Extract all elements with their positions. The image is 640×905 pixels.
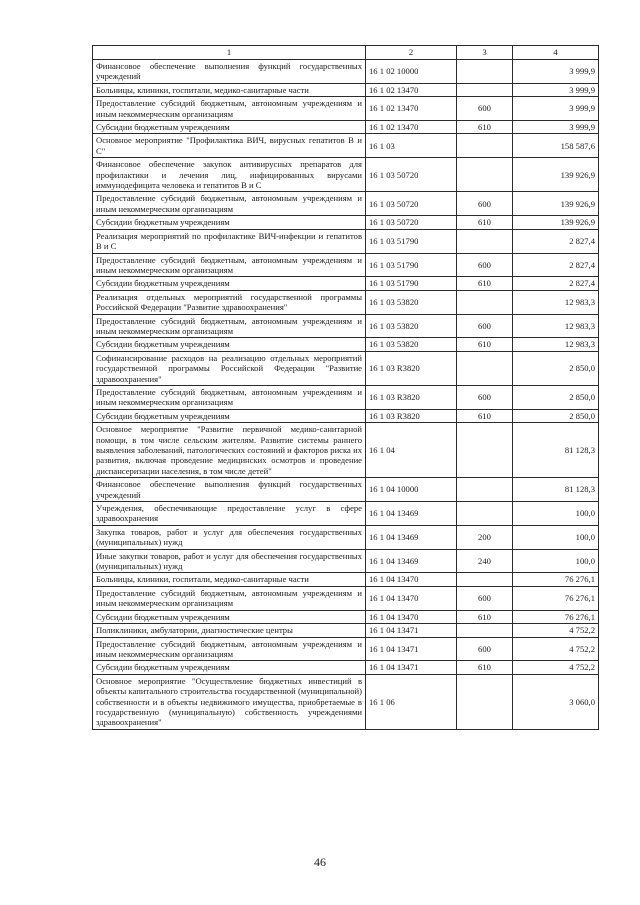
row-type-cell: 600 <box>457 385 513 409</box>
row-code-cell: 16 1 02 10000 <box>366 60 457 84</box>
row-name-cell: Субсидии бюджетным учреждениям <box>93 216 366 229</box>
row-type-cell: 610 <box>457 277 513 290</box>
row-type-cell: 200 <box>457 525 513 549</box>
row-type-cell: 610 <box>457 121 513 134</box>
row-type-cell <box>457 229 513 253</box>
page-number: 46 <box>314 855 326 869</box>
row-name-cell: Предоставление субсидий бюджетным, автономным учреждениям и иным некоммерческим организациям <box>93 192 366 216</box>
row-name-cell: Предоставление субсидий бюджетным, автономным учреждениям и иным некоммерческим организациям <box>93 586 366 610</box>
row-type-cell <box>457 478 513 502</box>
table-row <box>93 661 599 674</box>
row-sum-cell: 12 983,3 <box>513 338 599 351</box>
row-type-cell: 610 <box>457 409 513 422</box>
row-name-cell: Субсидии бюджетным учреждениям <box>93 610 366 623</box>
row-sum-cell: 158 587,6 <box>513 134 599 158</box>
row-code-cell: 16 1 03 51790 <box>366 253 457 277</box>
table-row <box>93 314 599 338</box>
row-sum-cell: 81 128,3 <box>513 478 599 502</box>
row-code-cell: 16 1 04 13469 <box>366 525 457 549</box>
row-name-cell: Реализация мероприятий по профилактике ВИЧ-инфекции и гепатитов В и С <box>93 229 366 253</box>
row-sum-cell: 139 926,9 <box>513 192 599 216</box>
row-code-cell: 16 1 03 R3820 <box>366 385 457 409</box>
row-code-cell: 16 1 03 51790 <box>366 229 457 253</box>
row-sum-cell: 2 850,0 <box>513 409 599 422</box>
row-code-cell: 16 1 04 13469 <box>366 549 457 573</box>
row-name-cell: Субсидии бюджетным учреждениям <box>93 338 366 351</box>
row-code-cell: 16 1 03 50720 <box>366 192 457 216</box>
row-sum-cell: 100,0 <box>513 502 599 526</box>
row-name-cell: Субсидии бюджетным учреждениям <box>93 121 366 134</box>
row-name-cell: Основное мероприятие "Осуществление бюджетных инвестиций в объекты капитального строительства государственной (муниципальной) собственности и в объекты недвижимого имущества, приобретаемые в государственную (муниципальную) собственность учреждениями здравоохранения" <box>93 674 366 729</box>
table-row <box>93 624 599 637</box>
row-name-cell: Предоставление субсидий бюджетным, автономным учреждениям и иным некоммерческим организациям <box>93 314 366 338</box>
row-code-cell: 16 1 04 13470 <box>366 573 457 586</box>
table-row <box>93 610 599 623</box>
row-code-cell: 16 1 04 10000 <box>366 478 457 502</box>
row-name-cell: Предоставление субсидий бюджетным, автономным учреждениям и иным некоммерческим организациям <box>93 253 366 277</box>
table-header-row <box>93 46 599 60</box>
table-row <box>93 423 599 478</box>
row-sum-cell: 139 926,9 <box>513 216 599 229</box>
row-sum-cell: 4 752,2 <box>513 624 599 637</box>
row-type-cell <box>457 60 513 84</box>
header-col-3: 3 <box>457 46 513 60</box>
table-row <box>93 573 599 586</box>
row-name-cell: Учреждения, обеспечивающие предоставление услуг в сфере здравоохранения <box>93 502 366 526</box>
row-name-cell: Субсидии бюджетным учреждениям <box>93 661 366 674</box>
row-sum-cell: 2 827,4 <box>513 277 599 290</box>
row-sum-cell: 81 128,3 <box>513 423 599 478</box>
row-name-cell: Предоставление субсидий бюджетным, автономным учреждениям и иным некоммерческим организациям <box>93 637 366 661</box>
row-code-cell: 16 1 04 13470 <box>366 610 457 623</box>
table-row <box>93 192 599 216</box>
row-type-cell: 600 <box>457 586 513 610</box>
row-type-cell <box>457 351 513 385</box>
row-type-cell <box>457 423 513 478</box>
row-sum-cell: 100,0 <box>513 525 599 549</box>
row-name-cell: Больницы, клиники, госпитали, медико-санитарные части <box>93 83 366 96</box>
row-name-cell: Основное мероприятие "Развитие первичной медико-санитарной помощи, в том числе сельским жителям. Развитие системы раннего выявления заболеваний, патологических состояний и факторов риска их развития, включая проведение медицинских осмотров и проведение диспансеризации населения, в том числе детей" <box>93 423 366 478</box>
table-row <box>93 674 599 729</box>
row-name-cell: Больницы, клиники, госпитали, медико-санитарные части <box>93 573 366 586</box>
table-row <box>93 121 599 134</box>
header-col-4: 4 <box>513 46 599 60</box>
row-sum-cell: 76 276,1 <box>513 586 599 610</box>
header-col-1: 1 <box>93 46 366 60</box>
row-code-cell: 16 1 03 50720 <box>366 158 457 192</box>
table-row <box>93 253 599 277</box>
row-code-cell: 16 1 06 <box>366 674 457 729</box>
row-name-cell: Субсидии бюджетным учреждениям <box>93 277 366 290</box>
table-row <box>93 290 599 314</box>
budget-table <box>92 45 599 730</box>
row-type-cell: 600 <box>457 637 513 661</box>
row-code-cell: 16 1 03 53820 <box>366 338 457 351</box>
table-row <box>93 385 599 409</box>
row-type-cell <box>457 290 513 314</box>
row-code-cell: 16 1 02 13470 <box>366 121 457 134</box>
row-sum-cell: 2 850,0 <box>513 385 599 409</box>
row-type-cell: 610 <box>457 661 513 674</box>
table-row <box>93 277 599 290</box>
row-sum-cell: 2 827,4 <box>513 229 599 253</box>
row-code-cell: 16 1 04 <box>366 423 457 478</box>
row-type-cell <box>457 624 513 637</box>
row-name-cell: Предоставление субсидий бюджетным, автономным учреждениям и иным некоммерческим организациям <box>93 385 366 409</box>
row-sum-cell: 2 827,4 <box>513 253 599 277</box>
row-name-cell: Финансовое обеспечение выполнения функций государственных учреждений <box>93 60 366 84</box>
table-row <box>93 134 599 158</box>
row-sum-cell: 76 276,1 <box>513 610 599 623</box>
row-code-cell: 16 1 03 53820 <box>366 314 457 338</box>
row-code-cell: 16 1 04 13470 <box>366 586 457 610</box>
row-sum-cell: 100,0 <box>513 549 599 573</box>
table-row <box>93 158 599 192</box>
row-code-cell: 16 1 04 13469 <box>366 502 457 526</box>
row-name-cell: Реализация отдельных мероприятий государственной программы Российской Федерации "Развитие здравоохранения" <box>93 290 366 314</box>
row-name-cell: Поликлиники, амбулатории, диагностические центры <box>93 624 366 637</box>
row-sum-cell: 139 926,9 <box>513 158 599 192</box>
row-name-cell: Субсидии бюджетным учреждениям <box>93 409 366 422</box>
header-col-2: 2 <box>366 46 457 60</box>
row-code-cell: 16 1 02 13470 <box>366 83 457 96</box>
row-type-cell <box>457 573 513 586</box>
row-type-cell: 600 <box>457 314 513 338</box>
row-type-cell <box>457 674 513 729</box>
row-sum-cell: 4 752,2 <box>513 661 599 674</box>
table-row <box>93 637 599 661</box>
row-type-cell <box>457 502 513 526</box>
table-row <box>93 338 599 351</box>
row-type-cell <box>457 83 513 96</box>
row-type-cell: 600 <box>457 97 513 121</box>
row-name-cell: Иные закупки товаров, работ и услуг для обеспечения государственных (муниципальных) нужд <box>93 549 366 573</box>
table-row <box>93 502 599 526</box>
row-sum-cell: 3 999,9 <box>513 121 599 134</box>
table-row <box>93 409 599 422</box>
table-row <box>93 229 599 253</box>
row-code-cell: 16 1 03 R3820 <box>366 409 457 422</box>
table-row <box>93 549 599 573</box>
row-sum-cell: 12 983,3 <box>513 314 599 338</box>
row-name-cell: Софинансирование расходов на реализацию отдельных мероприятий государственной программы Российской Федерации "Развитие здравоохранения" <box>93 351 366 385</box>
row-type-cell: 600 <box>457 192 513 216</box>
row-name-cell: Основное мероприятие "Профилактика ВИЧ, вирусных гепатитов В и С" <box>93 134 366 158</box>
row-type-cell: 610 <box>457 610 513 623</box>
row-type-cell: 600 <box>457 253 513 277</box>
row-sum-cell: 4 752,2 <box>513 637 599 661</box>
row-type-cell: 610 <box>457 216 513 229</box>
row-code-cell: 16 1 03 53820 <box>366 290 457 314</box>
table-row <box>93 478 599 502</box>
row-sum-cell: 12 983,3 <box>513 290 599 314</box>
row-code-cell: 16 1 03 R3820 <box>366 351 457 385</box>
table-row <box>93 97 599 121</box>
table-row <box>93 351 599 385</box>
row-sum-cell: 3 060,0 <box>513 674 599 729</box>
row-code-cell: 16 1 02 13470 <box>366 97 457 121</box>
row-code-cell: 16 1 03 50720 <box>366 216 457 229</box>
row-type-cell: 610 <box>457 338 513 351</box>
row-code-cell: 16 1 03 <box>366 134 457 158</box>
row-name-cell: Финансовое обеспечение выполнения функций государственных учреждений <box>93 478 366 502</box>
row-name-cell: Предоставление субсидий бюджетным, автономным учреждениям и иным некоммерческим организациям <box>93 97 366 121</box>
table-row <box>93 83 599 96</box>
row-sum-cell: 3 999,9 <box>513 97 599 121</box>
row-type-cell <box>457 134 513 158</box>
row-sum-cell: 3 999,9 <box>513 83 599 96</box>
row-code-cell: 16 1 03 51790 <box>366 277 457 290</box>
table-row <box>93 525 599 549</box>
row-type-cell <box>457 158 513 192</box>
table-row <box>93 216 599 229</box>
row-name-cell: Финансовое обеспечение закупок антивирусных препаратов для профилактики и лечения лиц, инфицированных вирусами иммунодефицита человека и гепатитов В и С <box>93 158 366 192</box>
row-code-cell: 16 1 04 13471 <box>366 637 457 661</box>
table-row <box>93 586 599 610</box>
row-sum-cell: 3 999,9 <box>513 60 599 84</box>
row-code-cell: 16 1 04 13471 <box>366 661 457 674</box>
row-code-cell: 16 1 04 13471 <box>366 624 457 637</box>
row-sum-cell: 76 276,1 <box>513 573 599 586</box>
table-body <box>93 60 599 730</box>
table-row <box>93 60 599 84</box>
row-sum-cell: 2 850,0 <box>513 351 599 385</box>
row-type-cell: 240 <box>457 549 513 573</box>
row-name-cell: Закупка товаров, работ и услуг для обеспечения государственных (муниципальных) нужд <box>93 525 366 549</box>
